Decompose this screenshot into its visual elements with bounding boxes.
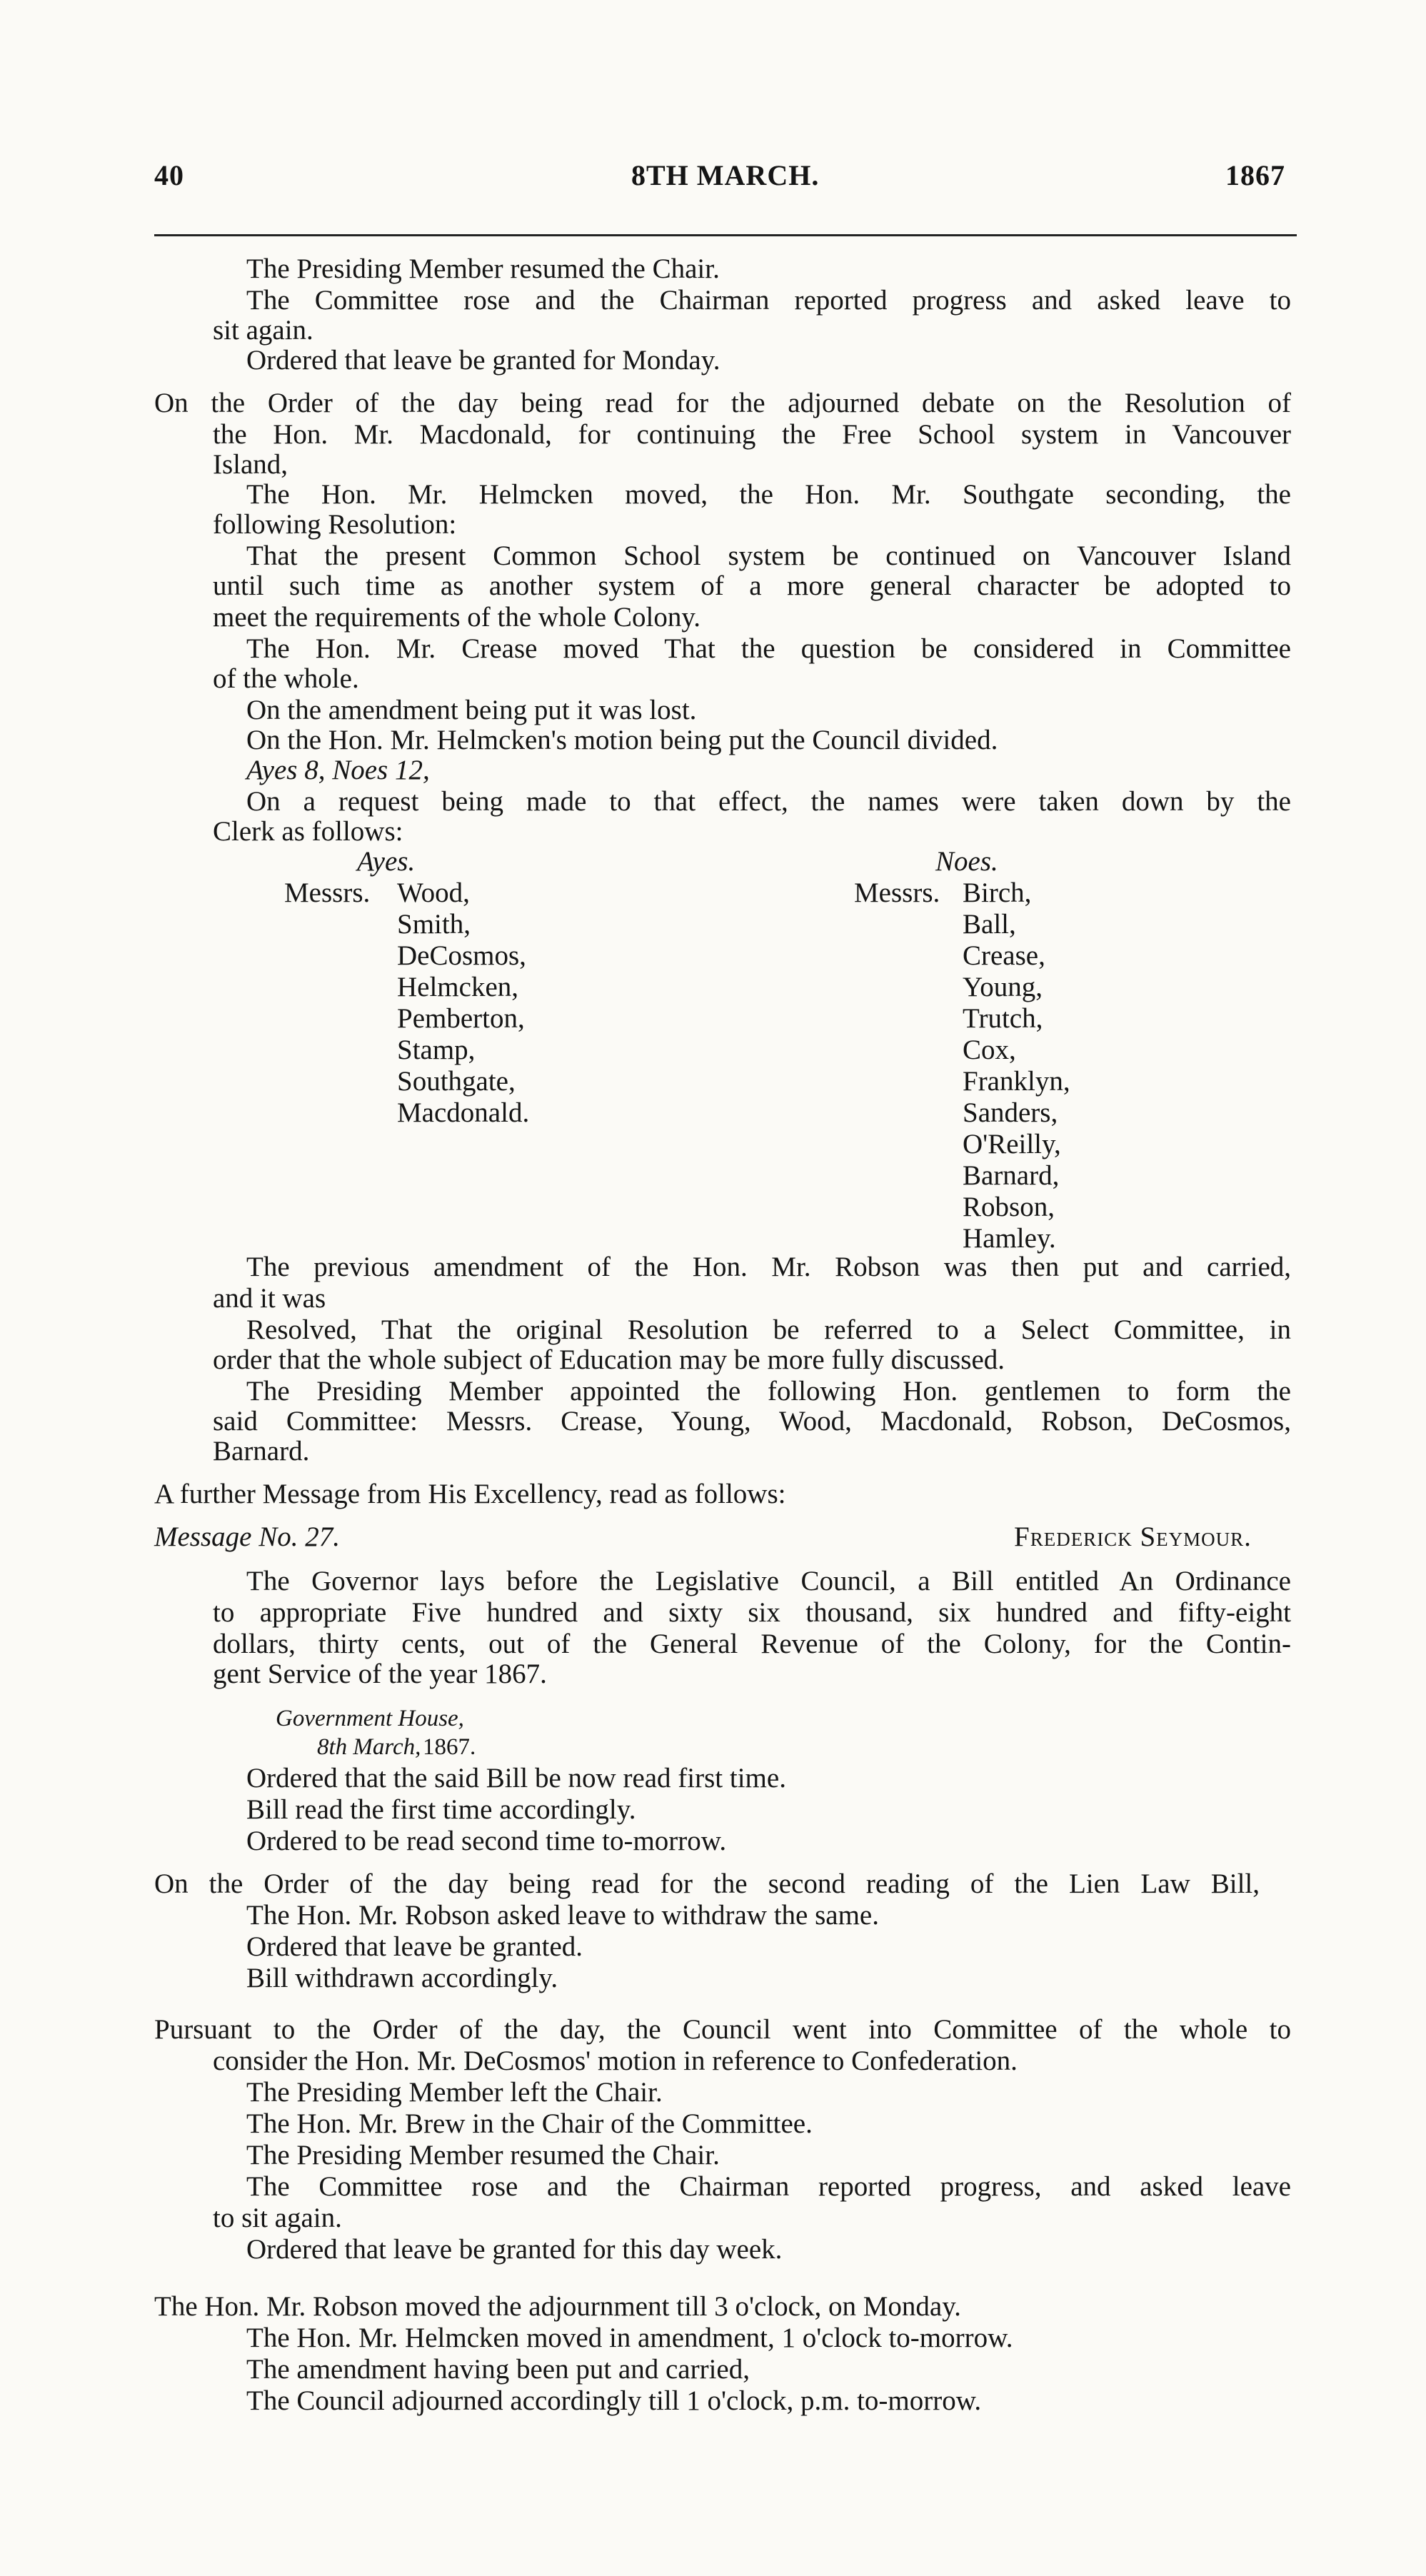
aye-name: Macdonald. bbox=[397, 1097, 530, 1128]
text-line: The Committee rose and the Chairman reported progress, and asked leave bbox=[246, 2171, 1291, 2202]
noes-heading: Noes. bbox=[935, 846, 998, 877]
text-line: sit again. bbox=[213, 315, 313, 346]
page-date-heading: 8TH MARCH. bbox=[631, 159, 820, 191]
text-line: The previous amendment of the Hon. Mr. Robson was then put and carried, bbox=[246, 1252, 1291, 1282]
message-place: Government House, bbox=[276, 1706, 464, 1731]
text-line: Island, bbox=[213, 449, 288, 480]
text-line: Ordered that leave be granted. bbox=[246, 1931, 583, 1962]
text-line: order that the whole subject of Education may be more fully discussed. bbox=[213, 1344, 1005, 1375]
text-line: The amendment having been put and carried, bbox=[246, 2354, 750, 2385]
header-rule bbox=[154, 234, 1297, 236]
noe-name: Ball, bbox=[963, 909, 1016, 940]
ayes-heading: Ayes. bbox=[357, 846, 416, 877]
text-line: Pursuant to the Order of the day, the Council went into Committee of the whole to bbox=[154, 2014, 1291, 2045]
text-line: consider the Hon. Mr. DeCosmos' motion in reference to Confederation. bbox=[213, 2046, 1018, 2076]
text-line: The Hon. Mr. Helmcken moved in amendment, 1 o'clock to-morrow. bbox=[246, 2323, 1013, 2353]
text-line: The Hon. Mr. Crease moved That the question be considered in Committee bbox=[246, 633, 1291, 664]
text-line: The Presiding Member appointed the following Hon. gentlemen to form the bbox=[246, 1376, 1291, 1407]
ayes-messrs: Messrs. bbox=[284, 877, 371, 908]
page-number: 40 bbox=[154, 159, 184, 191]
noe-name: Hamley. bbox=[963, 1223, 1056, 1254]
message-body-line: to appropriate Five hundred and sixty six thousand, six hundred and fifty-eight bbox=[213, 1597, 1291, 1628]
text-line: the Hon. Mr. Macdonald, for continuing the Free School system in Vancouver bbox=[213, 419, 1291, 450]
text-line: Clerk as follows: bbox=[213, 816, 403, 847]
text-line: The Hon. Mr. Helmcken moved, the Hon. Mr. Southgate seconding, the bbox=[246, 479, 1291, 510]
noe-name: O'Reilly, bbox=[963, 1129, 1061, 1159]
message-date: 8th March, bbox=[317, 1734, 421, 1760]
text-line: On the Hon. Mr. Helmcken's motion being put the Council divided. bbox=[246, 725, 998, 755]
text-line: On a request being made to that effect, the names were taken down by the bbox=[246, 786, 1291, 817]
text-line: A further Message from His Excellency, read as follows: bbox=[154, 1479, 786, 1509]
text-line: On the Order of the day being read for the second reading of the Lien Law Bill, bbox=[154, 1868, 1260, 1899]
text-line: On the amendment being put it was lost. bbox=[246, 695, 697, 725]
noe-name: Robson, bbox=[963, 1192, 1055, 1222]
noe-name: Sanders, bbox=[963, 1097, 1058, 1128]
text-line: until such time as another system of a more general character be adopted to bbox=[213, 570, 1291, 601]
text-line: to sit again. bbox=[213, 2203, 342, 2233]
text-line: of the whole. bbox=[213, 663, 359, 694]
text-line: Ordered to be read second time to-morrow. bbox=[246, 1826, 727, 1856]
text-line: Ordered that leave be granted for Monday. bbox=[246, 345, 720, 376]
text-line: The Hon. Mr. Robson moved the adjournment till 3 o'clock, on Monday. bbox=[154, 2291, 961, 2322]
text-line: meet the requirements of the whole Colony. bbox=[213, 602, 701, 633]
text-line: The Council adjourned accordingly till 1 o'clock, p.m. to-morrow. bbox=[246, 2385, 982, 2416]
message-signature: Frederick Seymour. bbox=[1014, 1521, 1252, 1552]
noes-messrs: Messrs. bbox=[854, 877, 940, 908]
vote-tally: Ayes 8, Noes 12, bbox=[246, 755, 430, 785]
message-year: 1867. bbox=[423, 1734, 476, 1760]
noe-name: Trutch, bbox=[963, 1003, 1043, 1034]
aye-name: Helmcken, bbox=[397, 972, 519, 1002]
message-body-line: gent Service of the year 1867. bbox=[213, 1659, 547, 1689]
message-label: Message No. 27. bbox=[154, 1521, 340, 1552]
text-line: The Hon. Mr. Brew in the Chair of the Committee. bbox=[246, 2108, 813, 2139]
text-line: following Resolution: bbox=[213, 509, 457, 540]
text-line: Bill read the first time accordingly. bbox=[246, 1794, 636, 1825]
aye-name: Stamp, bbox=[397, 1035, 476, 1065]
aye-name: Wood, bbox=[397, 877, 470, 908]
text-line: The Presiding Member resumed the Chair. bbox=[246, 2140, 720, 2170]
noe-name: Birch, bbox=[963, 877, 1032, 908]
text-line: Ordered that the said Bill be now read first time. bbox=[246, 1763, 786, 1793]
noe-name: Crease, bbox=[963, 940, 1045, 971]
text-line: The Presiding Member left the Chair. bbox=[246, 2077, 663, 2108]
message-body-line: dollars, thirty cents, out of the General Revenue of the Colony, for the Contin- bbox=[213, 1629, 1291, 1659]
text-line: The Committee rose and the Chairman reported progress and asked leave to bbox=[246, 285, 1291, 316]
message-body-line: The Governor lays before the Legislative Council, a Bill entitled An Ordinance bbox=[246, 1566, 1291, 1596]
noe-name: Barnard, bbox=[963, 1160, 1060, 1191]
aye-name: Southgate, bbox=[397, 1066, 516, 1097]
text-line: Barnard. bbox=[213, 1436, 310, 1466]
aye-name: DeCosmos, bbox=[397, 940, 526, 971]
aye-name: Smith, bbox=[397, 909, 471, 940]
text-line: The Presiding Member resumed the Chair. bbox=[246, 253, 720, 284]
text-line: On the Order of the day being read for the adjourned debate on the Resolution of bbox=[154, 388, 1291, 418]
noe-name: Franklyn, bbox=[963, 1066, 1070, 1097]
text-line: Bill withdrawn accordingly. bbox=[246, 1963, 558, 1993]
text-line: That the present Common School system be continued on Vancouver Island bbox=[246, 540, 1291, 571]
aye-name: Pemberton, bbox=[397, 1003, 525, 1034]
noe-name: Young, bbox=[963, 972, 1043, 1002]
text-line: Resolved, That the original Resolution be referred to a Select Committee, in bbox=[246, 1314, 1291, 1345]
text-line: The Hon. Mr. Robson asked leave to withdraw the same. bbox=[246, 1900, 879, 1931]
noe-name: Cox, bbox=[963, 1035, 1016, 1065]
text-line: Ordered that leave be granted for this day week. bbox=[246, 2234, 783, 2265]
page-year: 1867 bbox=[1225, 159, 1285, 191]
text-line: and it was bbox=[213, 1283, 326, 1314]
text-line: said Committee: Messrs. Crease, Young, Wood, Macdonald, Robson, DeCosmos, bbox=[213, 1406, 1291, 1437]
